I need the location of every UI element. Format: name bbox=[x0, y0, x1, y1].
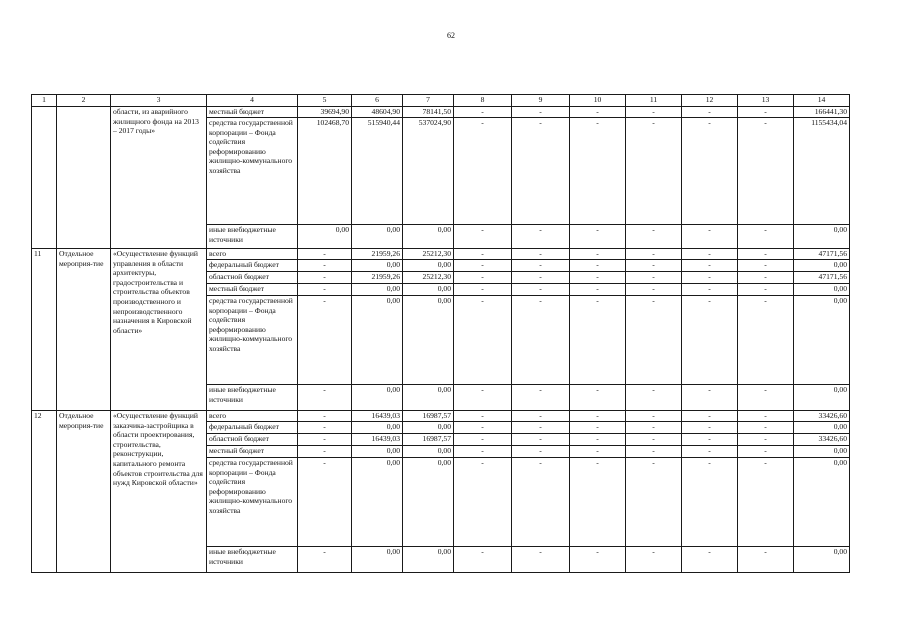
amount-cell: - bbox=[512, 446, 570, 458]
amount-cell: - bbox=[512, 260, 570, 272]
column-header: 7 bbox=[403, 95, 454, 107]
total-cell: 0,00 bbox=[794, 260, 850, 272]
amount-cell: - bbox=[738, 385, 794, 411]
column-number-header-row bbox=[32, 95, 850, 107]
amount-cell: - bbox=[570, 434, 626, 446]
table-body bbox=[32, 95, 850, 573]
amount-cell: 0,00 bbox=[352, 260, 403, 272]
amount-cell: - bbox=[738, 296, 794, 385]
amount-cell: - bbox=[626, 225, 682, 249]
funding-source-cell: местный бюджет bbox=[207, 107, 298, 118]
amount-cell: 0,00 bbox=[403, 547, 454, 573]
amount-cell: 0,00 bbox=[403, 225, 454, 249]
column-header: 11 bbox=[626, 95, 682, 107]
row-number-cell: 12 bbox=[32, 411, 57, 573]
amount-cell: - bbox=[570, 107, 626, 118]
amount-cell: - bbox=[298, 422, 352, 434]
amount-cell: - bbox=[682, 260, 738, 272]
amount-cell: - bbox=[682, 225, 738, 249]
amount-cell: - bbox=[570, 458, 626, 547]
amount-cell: - bbox=[298, 547, 352, 573]
amount-cell: - bbox=[512, 458, 570, 547]
amount-cell: - bbox=[454, 411, 512, 422]
amount-cell: 0,00 bbox=[352, 284, 403, 296]
amount-cell: - bbox=[298, 434, 352, 446]
amount-cell: 0,00 bbox=[403, 458, 454, 547]
amount-cell: - bbox=[626, 422, 682, 434]
row-number-cell bbox=[32, 107, 57, 249]
funding-source-cell: всего bbox=[207, 249, 298, 260]
amount-cell: 515940,44 bbox=[352, 118, 403, 225]
amount-cell: - bbox=[626, 434, 682, 446]
column-header: 9 bbox=[512, 95, 570, 107]
amount-cell: - bbox=[570, 118, 626, 225]
amount-cell: 21959,26 bbox=[352, 249, 403, 260]
amount-cell: 102468,70 bbox=[298, 118, 352, 225]
total-cell: 47171,56 bbox=[794, 272, 850, 284]
amount-cell: 48604,90 bbox=[352, 107, 403, 118]
column-header: 5 bbox=[298, 95, 352, 107]
amount-cell: - bbox=[570, 385, 626, 411]
funding-source-cell: иные внебюджетные источники bbox=[207, 225, 298, 249]
amount-cell: - bbox=[298, 385, 352, 411]
column-header: 12 bbox=[682, 95, 738, 107]
amount-cell: 78141,50 bbox=[403, 107, 454, 118]
amount-cell: - bbox=[454, 284, 512, 296]
amount-cell: 0,00 bbox=[403, 422, 454, 434]
amount-cell: - bbox=[454, 434, 512, 446]
amount-cell: 39694,90 bbox=[298, 107, 352, 118]
amount-cell: - bbox=[626, 107, 682, 118]
column-header: 8 bbox=[454, 95, 512, 107]
column-header: 3 bbox=[111, 95, 207, 107]
amount-cell: - bbox=[298, 458, 352, 547]
funding-source-cell: областной бюджет bbox=[207, 434, 298, 446]
funding-source-cell: местный бюджет bbox=[207, 446, 298, 458]
amount-cell: - bbox=[512, 422, 570, 434]
total-cell: 33426,60 bbox=[794, 411, 850, 422]
event-description-cell: области, из аварийного жилищного фонда на 2013 – 2017 годы» bbox=[111, 107, 207, 249]
amount-cell: - bbox=[454, 249, 512, 260]
amount-cell: - bbox=[570, 260, 626, 272]
amount-cell: - bbox=[298, 249, 352, 260]
amount-cell: 0,00 bbox=[403, 385, 454, 411]
amount-cell: - bbox=[570, 272, 626, 284]
total-cell: 0,00 bbox=[794, 458, 850, 547]
amount-cell: - bbox=[738, 272, 794, 284]
amount-cell: 21959,26 bbox=[352, 272, 403, 284]
amount-cell: - bbox=[682, 118, 738, 225]
total-cell: 0,00 bbox=[794, 385, 850, 411]
total-cell: 0,00 bbox=[794, 296, 850, 385]
amount-cell: - bbox=[682, 547, 738, 573]
amount-cell: - bbox=[682, 272, 738, 284]
amount-cell: - bbox=[570, 446, 626, 458]
amount-cell: - bbox=[738, 107, 794, 118]
amount-cell: - bbox=[626, 296, 682, 385]
event-description-cell: «Осуществление функций управления в области архитектуры, градостроительства и строительства объектов производственного и непроизводственного назначения в Кировской области» bbox=[111, 249, 207, 411]
financing-table bbox=[31, 94, 850, 573]
amount-cell: - bbox=[738, 249, 794, 260]
amount-cell: 0,00 bbox=[298, 225, 352, 249]
amount-cell: - bbox=[626, 249, 682, 260]
amount-cell: 25212,30 bbox=[403, 249, 454, 260]
amount-cell: - bbox=[738, 458, 794, 547]
amount-cell: - bbox=[682, 446, 738, 458]
total-cell: 0,00 bbox=[794, 225, 850, 249]
total-cell: 0,00 bbox=[794, 547, 850, 573]
amount-cell: - bbox=[512, 118, 570, 225]
amount-cell: - bbox=[738, 422, 794, 434]
amount-cell: 0,00 bbox=[352, 547, 403, 573]
amount-cell: 0,00 bbox=[403, 446, 454, 458]
amount-cell: - bbox=[570, 411, 626, 422]
amount-cell: - bbox=[738, 118, 794, 225]
table-row bbox=[32, 107, 850, 118]
amount-cell: - bbox=[454, 296, 512, 385]
table-row bbox=[32, 411, 850, 422]
amount-cell: - bbox=[454, 385, 512, 411]
amount-cell: - bbox=[298, 284, 352, 296]
amount-cell: 16439,03 bbox=[352, 434, 403, 446]
amount-cell: - bbox=[298, 411, 352, 422]
amount-cell: - bbox=[682, 107, 738, 118]
amount-cell: 25212,30 bbox=[403, 272, 454, 284]
amount-cell: - bbox=[454, 225, 512, 249]
amount-cell: 0,00 bbox=[352, 296, 403, 385]
funding-source-cell: федеральный бюджет bbox=[207, 422, 298, 434]
amount-cell: - bbox=[454, 422, 512, 434]
funding-source-cell: иные внебюджетные источники bbox=[207, 547, 298, 573]
event-type-cell: Отдельное мероприя-тие bbox=[57, 249, 111, 411]
funding-source-cell: областной бюджет bbox=[207, 272, 298, 284]
amount-cell: - bbox=[298, 272, 352, 284]
amount-cell: 16987,57 bbox=[403, 434, 454, 446]
amount-cell: - bbox=[454, 272, 512, 284]
amount-cell: - bbox=[738, 547, 794, 573]
amount-cell: - bbox=[626, 118, 682, 225]
amount-cell: - bbox=[454, 118, 512, 225]
amount-cell: - bbox=[512, 284, 570, 296]
amount-cell: - bbox=[298, 260, 352, 272]
amount-cell: - bbox=[682, 296, 738, 385]
column-header: 2 bbox=[57, 95, 111, 107]
total-cell: 47171,56 bbox=[794, 249, 850, 260]
amount-cell: 0,00 bbox=[352, 385, 403, 411]
funding-source-cell: федеральный бюджет bbox=[207, 260, 298, 272]
amount-cell: - bbox=[570, 284, 626, 296]
total-cell: 1155434,04 bbox=[794, 118, 850, 225]
amount-cell: - bbox=[512, 411, 570, 422]
amount-cell: - bbox=[298, 296, 352, 385]
total-cell: 33426,60 bbox=[794, 434, 850, 446]
amount-cell: - bbox=[570, 422, 626, 434]
table-row bbox=[32, 249, 850, 260]
amount-cell: - bbox=[682, 249, 738, 260]
amount-cell: - bbox=[570, 547, 626, 573]
event-description-cell: «Осуществление функций заказчика-застройщика в области проектирования, строительства, реконструкции, капитального ремонта объектов строительства для нужд Кировской области» bbox=[111, 411, 207, 573]
amount-cell: - bbox=[298, 446, 352, 458]
amount-cell: - bbox=[512, 107, 570, 118]
amount-cell: - bbox=[512, 296, 570, 385]
event-type-cell bbox=[57, 107, 111, 249]
amount-cell: 0,00 bbox=[352, 446, 403, 458]
amount-cell: 0,00 bbox=[403, 296, 454, 385]
amount-cell: - bbox=[738, 411, 794, 422]
total-cell: 0,00 bbox=[794, 446, 850, 458]
row-number-cell: 11 bbox=[32, 249, 57, 411]
amount-cell: - bbox=[512, 249, 570, 260]
amount-cell: - bbox=[454, 547, 512, 573]
column-header: 13 bbox=[738, 95, 794, 107]
amount-cell: - bbox=[738, 446, 794, 458]
amount-cell: - bbox=[626, 411, 682, 422]
amount-cell: - bbox=[626, 458, 682, 547]
amount-cell: - bbox=[512, 385, 570, 411]
funding-source-cell: средства государственной корпорации – Фонда содействия реформированию жилищно-коммунального хозяйства bbox=[207, 458, 298, 547]
amount-cell: - bbox=[626, 272, 682, 284]
amount-cell: - bbox=[682, 434, 738, 446]
amount-cell: 16987,57 bbox=[403, 411, 454, 422]
amount-cell: 537024,90 bbox=[403, 118, 454, 225]
amount-cell: - bbox=[682, 385, 738, 411]
funding-source-cell: всего bbox=[207, 411, 298, 422]
column-header: 1 bbox=[32, 95, 57, 107]
total-cell: 0,00 bbox=[794, 422, 850, 434]
amount-cell: - bbox=[738, 434, 794, 446]
amount-cell: - bbox=[570, 296, 626, 385]
amount-cell: 0,00 bbox=[403, 260, 454, 272]
amount-cell: 0,00 bbox=[352, 458, 403, 547]
amount-cell: - bbox=[626, 260, 682, 272]
amount-cell: - bbox=[738, 284, 794, 296]
column-header: 10 bbox=[570, 95, 626, 107]
amount-cell: - bbox=[738, 260, 794, 272]
amount-cell: - bbox=[570, 249, 626, 260]
amount-cell: - bbox=[738, 225, 794, 249]
amount-cell: 0,00 bbox=[403, 284, 454, 296]
amount-cell: - bbox=[682, 411, 738, 422]
amount-cell: 0,00 bbox=[352, 225, 403, 249]
page-number: 62 bbox=[447, 31, 455, 40]
amount-cell: - bbox=[512, 547, 570, 573]
funding-source-cell: местный бюджет bbox=[207, 284, 298, 296]
amount-cell: - bbox=[626, 446, 682, 458]
amount-cell: - bbox=[682, 284, 738, 296]
amount-cell: - bbox=[454, 446, 512, 458]
amount-cell: - bbox=[570, 225, 626, 249]
amount-cell: - bbox=[682, 422, 738, 434]
amount-cell: 16439,03 bbox=[352, 411, 403, 422]
funding-source-cell: иные внебюджетные источники bbox=[207, 385, 298, 411]
column-header: 4 bbox=[207, 95, 298, 107]
column-header: 6 bbox=[352, 95, 403, 107]
amount-cell: - bbox=[512, 272, 570, 284]
amount-cell: - bbox=[682, 458, 738, 547]
total-cell: 166441,30 bbox=[794, 107, 850, 118]
amount-cell: - bbox=[512, 434, 570, 446]
column-header: 14 bbox=[794, 95, 850, 107]
amount-cell: 0,00 bbox=[352, 422, 403, 434]
amount-cell: - bbox=[454, 458, 512, 547]
total-cell: 0,00 bbox=[794, 284, 850, 296]
amount-cell: - bbox=[454, 107, 512, 118]
amount-cell: - bbox=[626, 284, 682, 296]
funding-source-cell: средства государственной корпорации – Фонда содействия реформированию жилищно-коммунального хозяйства bbox=[207, 296, 298, 385]
amount-cell: - bbox=[626, 385, 682, 411]
event-type-cell: Отдельное мероприя-тие bbox=[57, 411, 111, 573]
amount-cell: - bbox=[626, 547, 682, 573]
funding-source-cell: средства государственной корпорации – Фонда содействия реформированию жилищно-коммунального хозяйства bbox=[207, 118, 298, 225]
amount-cell: - bbox=[512, 225, 570, 249]
amount-cell: - bbox=[454, 260, 512, 272]
